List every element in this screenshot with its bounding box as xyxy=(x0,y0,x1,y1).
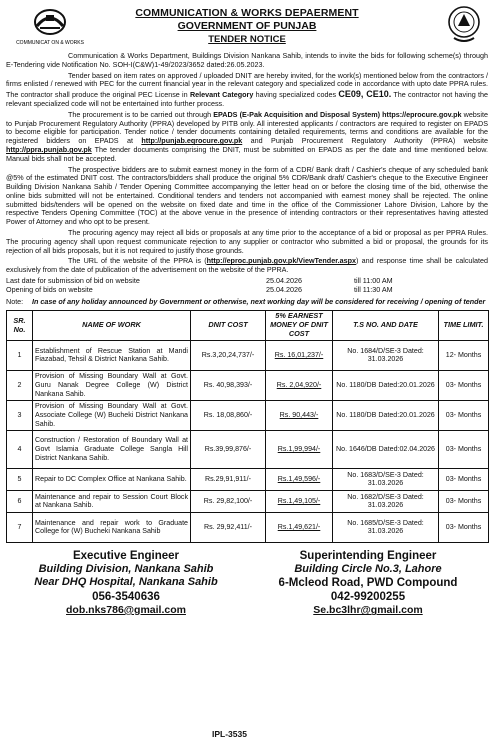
cell-sr: 1 xyxy=(7,340,33,370)
rejection-paragraph: The procuring agency may reject all bids or proposals at any time prior to the acceptance of a bid or proposal as per PPRA Rules. The procuring agency shall upon request communicate rejection to any supplier or contractor who submitted a bid or proposal, the grounds for its rejection of all bids proposals, but it is not required to justify those grounds. xyxy=(6,228,488,255)
se-email[interactable]: Se.bc3lhr@gmail.com xyxy=(313,604,423,617)
cell-time-limit: 03- Months xyxy=(439,490,489,512)
tender-notice-page xyxy=(6,4,488,742)
table-row xyxy=(7,340,489,370)
earnest-money-paragraph: The prospective bidders are to submit earnest money in the form of a CDR/ Bank draft / Cashier's cheque of any scheduled bank @5% of the estimated DNIT cost. The contractors/bidders shall produce the original 5% CDR/Bank draft/ Cashier's cheque to the Executive Engineer Building Division Nankana Sahib / Tender Opening Committee accompanying the letter head on or before the closing time of the bid, otherwise the online bids submitted will not be entertained. Conditional tenders and tenders not accompanied with earnest money shall be rejected. The online submitted bids/tenders will be opened on the website on fixed date and time in the office of the Commissioner Lahore Division, Lahore by the respective Tenders Opening Committee (TOC) at the above venue in the presence of intending contractors or their representatives having attested Power of Attorney and who opt to be present. xyxy=(6,164,488,227)
deadline-schedule xyxy=(6,277,488,295)
cell-ts-no: No. 1180/DB Dated:20.01.2026 xyxy=(333,400,439,430)
eligibility-paragraph: Tender based on item rates on approved / uploaded DNIT are hereby invited, for the work(s) mentioned below from the contractors / firms enlisted / renewed with PEC for the current financial year in the relevant category and specialized code in accordance with upto date PPRA rules. The contractor shall produce the original PEC License in Relevant Category having specialized codes CE09, CE10. The contractor not having the relevant specialized code will not be entertained into further process. xyxy=(6,70,488,109)
punjab-government-seal xyxy=(446,4,482,44)
cell-work: Repair to DC Complex Office at Nankana Sahib. xyxy=(33,468,191,490)
se-address: 6-Mcleod Road, PWD Compound xyxy=(278,577,458,590)
table-header-row xyxy=(7,311,489,341)
cell-ts-no: No. 1683/D/SE-3 Dated: 31.03.2026 xyxy=(333,468,439,490)
cell-work: Construction / Restoration of Boundary Wall at Govt Islamia Graduate College Sangla Hill District Nankana Sahib. xyxy=(33,430,191,468)
header-earnest-money: 5% EARNEST MONEY OF DNIT COST xyxy=(266,311,333,341)
ppra-view-tender-link[interactable]: http://eproc.punjab.gov.pk/ViewTender.aspx xyxy=(206,256,356,266)
ppra-link[interactable]: http://ppra.punjab.gov.pk xyxy=(6,145,92,154)
note-label: Note: xyxy=(6,296,24,306)
table-row xyxy=(7,430,489,468)
note-text: In case of any holiday announced by Government or otherwise, next working day will be considered for receiving / opening of tender xyxy=(32,296,486,306)
submission-time: till 11:00 AM xyxy=(354,275,393,285)
procurement-paragraph: The procurement is to be carried out through EPADS (E-Pak Acquisition and Disposal System) https://eprocure.gov.pk website to Punjab Procurement Regulatory Authority (PPRA) developed by PITB only. All interested applicants / contractors are required to register on EPADS to become eligible for participation. Tender notice / tender documents containing detailed requirements, terms and conditions are available for the registered bidders on EPADS at http://punjab.eqrocure.gov.pk and Punjab Procurement Regulatory Authority (PPRA) website http://ppra.punjab.gov.pk The tender documents comprising the DNIT, must be submitted on EPADS as per the date and time mentioned below. Manual bids shall not be accepted. xyxy=(6,109,488,163)
cell-time-limit: 03- Months xyxy=(439,370,489,400)
header-dnit-cost: DNIT COST xyxy=(191,311,266,341)
cell-time-limit: 12- Months xyxy=(439,340,489,370)
cell-ts-no: No. 1180/DB Dated:20.01.2026 xyxy=(333,370,439,400)
cell-ts-no: No. 1646/DB Dated:02.04.2026 xyxy=(333,430,439,468)
holiday-note xyxy=(6,298,488,307)
cell-dnit-cost: Rs.3,20,24,737/- xyxy=(191,340,266,370)
publication-code: IPL-3535 xyxy=(212,729,247,739)
cell-ts-no: No. 1684/D/SE-3 Dated: 31.03.2026 xyxy=(333,340,439,370)
signature-block xyxy=(6,549,488,617)
cell-dnit-cost: Rs. 29,92,411/- xyxy=(191,512,266,542)
cell-work: Provision of Missing Boundary Wall at Govt. Guru Nanak Degree College (W) District Nankana Sahib. xyxy=(33,370,191,400)
notice-title: TENDER NOTICE xyxy=(208,33,286,45)
cell-ts-no: No. 1685/D/SE-3 Dated: 31.03.2026 xyxy=(333,512,439,542)
cell-dnit-cost: Rs. 29,82,100/- xyxy=(191,490,266,512)
cell-dnit-cost: Rs. 18,08,860/- xyxy=(191,400,266,430)
ee-address: Near DHQ Hospital, Nankana Sahib xyxy=(34,576,218,589)
executive-engineer-signature xyxy=(6,549,246,617)
cell-earnest-money: Rs.1,49,105/- xyxy=(266,490,333,512)
cell-time-limit: 03- Months xyxy=(439,468,489,490)
table-row xyxy=(7,400,489,430)
ppra-url-paragraph: The URL of the website of the PPRA is (http://eproc.punjab.gov.pk/ViewTender.aspx) and response time shall be calculated exclusively from the date of publication of the advertisement on the website of the PPRA. xyxy=(6,256,488,275)
cell-work: Establishment of Rescue Station at Mandi Fiazabad, Tehsil & District Nankana Sahib. xyxy=(33,340,191,370)
cell-time-limit: 03- Months xyxy=(439,512,489,542)
logo-left-text: COMMUNICAT ON & WORKS xyxy=(16,40,84,46)
cell-time-limit: 03- Months xyxy=(439,400,489,430)
cell-work: Maintenance and repair work to Graduate College for (W) Bucheki Nankana Sahib xyxy=(33,512,191,542)
table-row xyxy=(7,512,489,542)
cell-dnit-cost: Rs. 40,98,393/- xyxy=(191,370,266,400)
cell-sr: 5 xyxy=(7,468,33,490)
cell-sr: 4 xyxy=(7,430,33,468)
header-time-limit: TIME LIMIT. xyxy=(439,311,489,341)
cell-earnest-money: Rs.1,49,621/- xyxy=(266,512,333,542)
cell-sr: 7 xyxy=(7,512,33,542)
opening-date: 25.04.2026 xyxy=(266,284,302,294)
cell-earnest-money: Rs. 16,01,237/- xyxy=(266,340,333,370)
table-row xyxy=(7,490,489,512)
se-phone: 042-99200255 xyxy=(330,591,406,604)
table-row xyxy=(7,370,489,400)
opening-label: Opening of bids on website xyxy=(6,284,93,294)
cell-earnest-money: Rs.1,49,596/- xyxy=(266,468,333,490)
cell-dnit-cost: Rs.29,91,911/- xyxy=(191,468,266,490)
cell-dnit-cost: Rs.39,99,876/- xyxy=(191,430,266,468)
government-title: GOVERNMENT OF PUNJAB xyxy=(177,19,317,32)
submission-date: 25.04.2026 xyxy=(266,275,302,285)
superintending-engineer-signature xyxy=(248,549,488,617)
cell-earnest-money: Rs. 90,443/- xyxy=(266,400,333,430)
cell-earnest-money: Rs.1,99,994/- xyxy=(266,430,333,468)
opening-time: till 11:30 AM xyxy=(354,284,393,294)
ee-email[interactable]: dob.nks786@gmail.com xyxy=(66,603,186,616)
notice-header xyxy=(6,4,488,52)
submission-label: Last date for submission of bid on website xyxy=(6,275,140,285)
intro-paragraph: Communication & Works Department, Buildings Division Nankana Sahib, intends to invite the bids for following scheme(s) through E-Tendering vide Notification No. SOH-I(C&W)1-49/2023/3652 dated:26.05.2023. xyxy=(6,51,488,69)
cell-ts-no: No. 1682/D/SE-3 Dated: 31.03.2026 xyxy=(333,490,439,512)
header-sr: SR. No. xyxy=(7,311,33,341)
ee-title: Executive Engineer xyxy=(72,549,180,562)
works-table xyxy=(6,310,489,543)
cell-sr: 3 xyxy=(7,400,33,430)
cell-time-limit: 03- Months xyxy=(439,430,489,468)
cell-work: Provision of Missing Boundary Wall at Govt. Associate College (W) Bucheki District Nankana Sahib. xyxy=(33,400,191,430)
cell-sr: 6 xyxy=(7,490,33,512)
header-work: NAME OF WORK xyxy=(33,311,191,341)
se-office: Building Circle No.3, Lahore xyxy=(294,562,442,575)
cell-work: Maintenance and repair to Session Court Block at Nankana Sahib. xyxy=(33,490,191,512)
eprocure-link[interactable]: http://punjab.eqrocure.gov.pk xyxy=(141,136,243,146)
cell-sr: 2 xyxy=(7,370,33,400)
department-title: COMMUNICATION & WORKS DEPAERMENT xyxy=(135,7,359,19)
ee-office: Building Division, Nankana Sahib xyxy=(38,562,214,575)
header-ts-no: T.S NO. AND DATE xyxy=(333,311,439,341)
table-row xyxy=(7,468,489,490)
cell-earnest-money: Rs. 2,04,920/- xyxy=(266,370,333,400)
ee-phone: 056-3540636 xyxy=(92,590,160,603)
se-title: Superintending Engineer xyxy=(299,549,437,562)
